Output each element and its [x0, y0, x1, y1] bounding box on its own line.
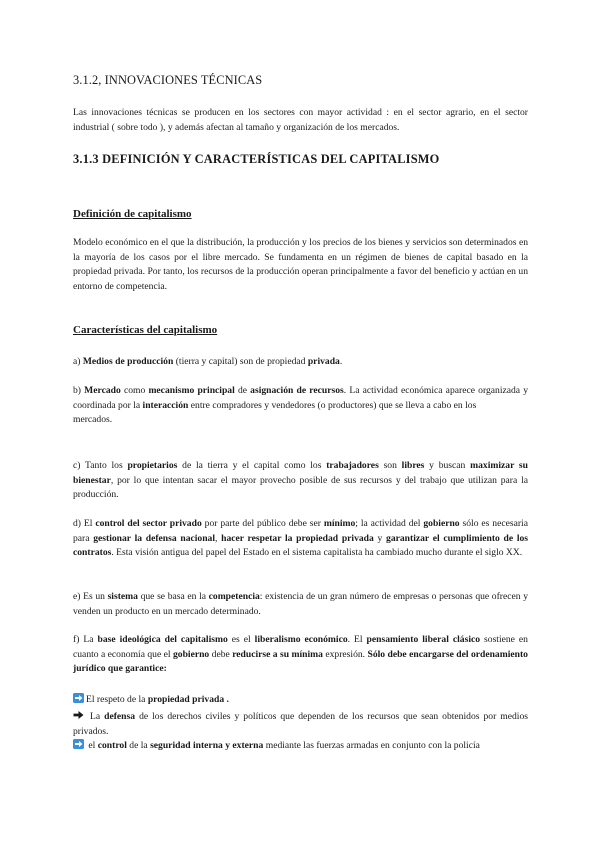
- item-d: d) El control del sector privado por parte del público debe ser mínimo; la actividad del gobierno sólo es necesaria para gestionar la defensa nacional, hacer respetar la propiedad privada y garantizar el cumplimiento de los contratos. Esta visión antigua del papel del Estado en el sistema capitalista ha cambiado mucho durante el siglo XX.: [73, 518, 529, 559]
- item-b: b) Mercado como mecanismo principal de asignación de recursos. La actividad económica aparece organizada y coordinada por la interacción entre compradores y vendedores (o productores) que se lleva a cabo en los mercados.: [73, 385, 529, 426]
- bullet-propiedad-privada: El respeto de la propiedad privada .: [73, 693, 528, 708]
- section-3-1-3-title: 3.1.3 DEFINICIÓN Y CARACTERÍSTICAS DEL CAPITALISMO: [73, 152, 440, 166]
- caracteristicas-heading: Características del capitalismo: [73, 324, 218, 336]
- item-e: e) Es un sistema que se basa en la competencia: existencia de un gran número de empresas o personas que ofrecen y venden un producto en un mercado determinado.: [73, 591, 528, 617]
- bullet-defensa: La defensa de los derechos civiles y políticos que dependen de los recursos que sean obtenidos por medios privados.: [73, 711, 528, 737]
- definicion-paragraph: Modelo económico en el que la distribución, la producción y los precios de los bienes y servicios son determinados en la mayoría de los casos por el libre mercado. Se fundamenta en un régimen de bienes de capital basado en la propiedad privada. Por tanto, los recursos de la producción operan principalmente a favor del beneficio y actúan en un entorno de competencia.: [73, 237, 528, 292]
- blue-arrow-icon: [73, 693, 84, 703]
- section-3-1-2-title: 3.1.2, INNOVACIONES TÉCNICAS: [73, 73, 263, 87]
- item-c: c) Tanto los propietarios de la tierra y el capital como los trabajadores son libres y buscan maximizar su bienestar, por lo que intentan sacar el mayor provecho posible de sus recursos y del trabajo que utilizan para la producción.: [73, 460, 528, 501]
- bullet-seguridad: el control de la seguridad interna y externa mediante las fuerzas armadas en conjunto con la policía: [73, 739, 528, 754]
- innovaciones-paragraph: Las innovaciones técnicas se producen en los sectores con mayor actividad : en el sector agrario, en el sector industrial ( sobre todo ), y además afectan al tamaño y organización de los mercados.: [73, 107, 528, 133]
- black-arrow-icon: [73, 710, 84, 720]
- blue-arrow-icon: [73, 739, 84, 749]
- definicion-heading: Definición de capitalismo: [73, 208, 192, 220]
- item-a: a) Medios de producción (tierra y capital) son de propiedad privada.: [73, 356, 343, 367]
- item-f: f) La base ideológica del capitalismo es el liberalismo económico. El pensamiento liberal clásico sostiene en cuanto a economía que el gobierno debe reducirse a su mínima expresión. Sólo debe encargarse del ordenamiento jurídico que garantice:: [73, 634, 528, 675]
